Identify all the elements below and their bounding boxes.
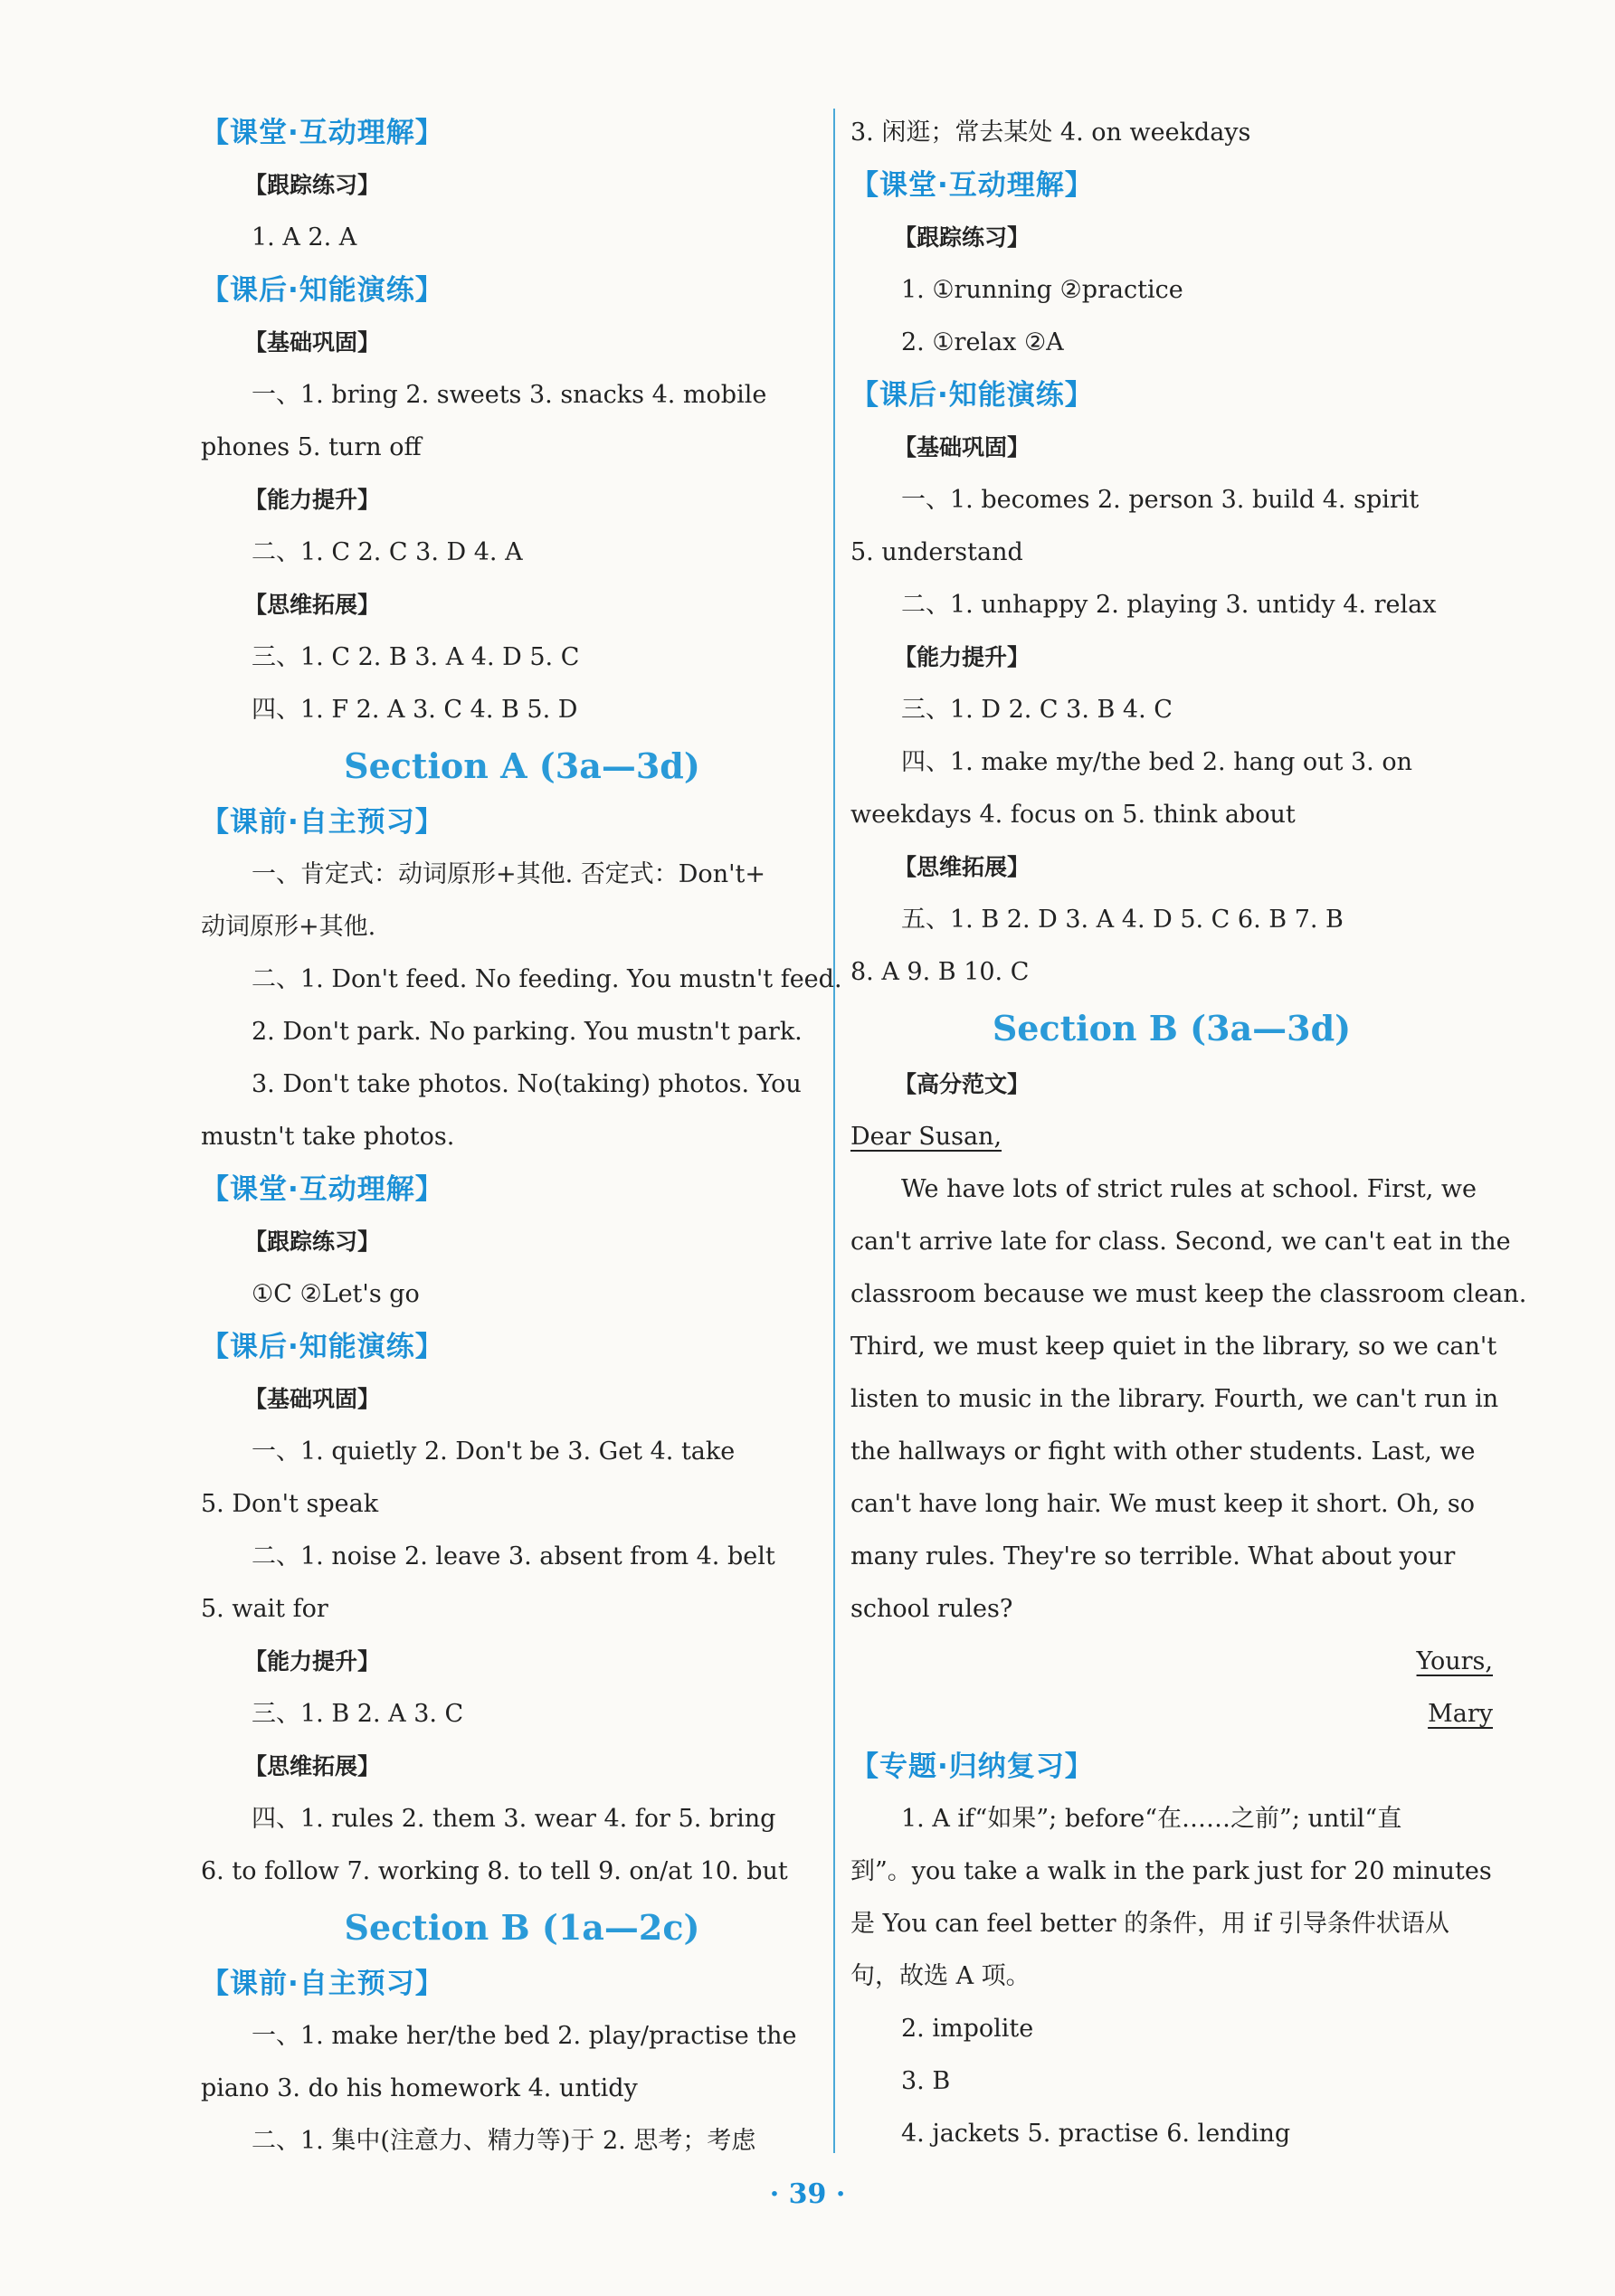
answer-line: 2. ①relax ②A	[901, 328, 1064, 356]
essay-line: Third, we must keep quiet in the library, so we can't	[850, 1333, 1497, 1361]
left-column	[201, 107, 843, 2168]
subheading-model-essay: 【高分范文】	[894, 1071, 1031, 1097]
subheading-ability: 【能力提升】	[244, 1648, 381, 1675]
answer-line: 3. Don't take photos. No(taking) photos. You	[252, 1070, 802, 1098]
subheading-thinking: 【思维拓展】	[244, 1753, 381, 1779]
answer-line: 二、1. 集中(注意力、精力等)于 2. 思考；考虑	[252, 2127, 756, 2155]
answer-line: 一、1. quietly 2. Don't be 3. Get 4. take	[252, 1437, 736, 1466]
answer-line: 四、1. F 2. A 3. C 4. B 5. D	[252, 696, 578, 724]
essay-line: can't arrive late for class. Second, we can't eat in the	[850, 1228, 1511, 1256]
answer-line: 1. ①running ②practice	[901, 276, 1183, 304]
answer-line: 4. jackets 5. practise 6. lending	[901, 2120, 1291, 2148]
heading-classroom: 【课堂·互动理解】	[201, 1173, 444, 1206]
answer-line: piano 3. do his homework 4. untidy	[201, 2074, 638, 2102]
heading-topic-review: 【专题·归纳复习】	[850, 1750, 1094, 1783]
answer-line: 一、1. bring 2. sweets 3. snacks 4. mobile	[252, 381, 767, 409]
heading-classroom: 【课堂·互动理解】	[850, 169, 1094, 202]
subheading-thinking: 【思维拓展】	[894, 854, 1031, 880]
answer-line: phones 5. turn off	[201, 433, 422, 461]
essay-closing: Yours,	[1416, 1647, 1493, 1675]
answer-line: 6. to follow 7. working 8. to tell 9. on/at 10. but	[201, 1857, 788, 1885]
answer-line: 是 You can feel better 的条件，用 if 引导条件状语从	[850, 1910, 1449, 1938]
subheading-track: 【跟踪练习】	[244, 172, 381, 198]
answer-line: 二、1. unhappy 2. playing 3. untidy 4. relax	[901, 591, 1437, 619]
answer-line: 一、1. make her/the bed 2. play/practise the	[252, 2022, 797, 2050]
subheading-track: 【跟踪练习】	[244, 1229, 381, 1255]
essay-line: can't have long hair. We must keep it short. Oh, so	[850, 1490, 1476, 1518]
answer-line: 一、1. becomes 2. person 3. build 4. spirit	[901, 486, 1420, 514]
answer-line: 5. Don't speak	[201, 1490, 379, 1518]
answer-line: 到”。you take a walk in the park just for 20 minutes	[850, 1857, 1492, 1885]
essay-signature: Mary	[1428, 1700, 1493, 1728]
heading-after-class: 【课后·知能演练】	[850, 379, 1094, 412]
answer-line: 三、1. D 2. C 3. B 4. C	[901, 696, 1173, 724]
essay-line: We have lots of strict rules at school. First, we	[901, 1175, 1477, 1203]
essay-greeting: Dear Susan,	[850, 1123, 1002, 1151]
answer-line: 二、1. C 2. C 3. D 4. A	[252, 538, 523, 566]
subheading-track: 【跟踪练习】	[894, 224, 1031, 251]
answer-line: mustn't take photos.	[201, 1123, 455, 1151]
essay-line: classroom because we must keep the classroom clean.	[850, 1280, 1527, 1308]
subheading-ability: 【能力提升】	[894, 644, 1031, 670]
subheading-thinking: 【思维拓展】	[244, 592, 381, 618]
heading-before-class: 【课前·自主预习】	[201, 1968, 444, 2000]
answer-line: 3. 闲逛；常去某处 4. on weekdays	[850, 119, 1251, 147]
answer-line: weekdays 4. focus on 5. think about	[850, 801, 1296, 829]
answer-line: 四、1. rules 2. them 3. wear 4. for 5. bring	[252, 1805, 776, 1833]
page-number: · 39 ·	[769, 2178, 846, 2210]
answer-line: 5. understand	[850, 538, 1023, 566]
answer-line: 1. A if“如果”; before“在……之前”; until“直	[901, 1805, 1402, 1833]
subheading-ability: 【能力提升】	[244, 487, 381, 513]
heading-before-class: 【课前·自主预习】	[201, 806, 444, 839]
answer-line: 三、1. C 2. B 3. A 4. D 5. C	[252, 643, 580, 671]
answer-line: ①C ②Let's go	[252, 1280, 420, 1308]
section-title: Section B (3a—3d)	[992, 1008, 1352, 1048]
essay-line: listen to music in the library. Fourth, we can't run in	[850, 1385, 1499, 1413]
answer-line: 2. Don't park. No parking. You mustn't park.	[252, 1018, 803, 1046]
heading-after-class: 【课后·知能演练】	[201, 1331, 444, 1363]
essay-line: many rules. They're so terrible. What about your	[850, 1542, 1456, 1570]
answer-line: 五、1. B 2. D 3. A 4. D 5. C 6. B 7. B	[901, 906, 1344, 934]
answer-line: 一、肯定式：动词原形+其他. 否定式：Don't+	[252, 860, 765, 888]
answer-line: 5. wait for	[201, 1595, 328, 1623]
answer-line: 句，故选 A 项。	[850, 1962, 1031, 1990]
answer-line: 1. A 2. A	[252, 223, 357, 251]
answer-line: 二、1. noise 2. leave 3. absent from 4. belt	[252, 1542, 775, 1570]
answer-line: 8. A 9. B 10. C	[850, 958, 1030, 986]
subheading-basic: 【基础巩固】	[244, 1386, 381, 1412]
right-column	[850, 107, 1527, 2160]
essay-line: school rules?	[850, 1595, 1013, 1623]
subheading-basic: 【基础巩固】	[244, 329, 381, 356]
section-title: Section B (1a—2c)	[344, 1907, 700, 1948]
answer-line: 二、1. Don't feed. No feeding. You mustn't feed.	[252, 965, 842, 993]
section-title: Section A (3a—3d)	[344, 745, 700, 786]
answer-line: 四、1. make my/the bed 2. hang out 3. on	[901, 748, 1412, 776]
subheading-basic: 【基础巩固】	[894, 434, 1031, 460]
answer-line: 三、1. B 2. A 3. C	[252, 1700, 464, 1728]
answer-line: 3. B	[901, 2067, 951, 2095]
answer-line: 2. impolite	[901, 2015, 1034, 2043]
answer-line: 动词原形+其他.	[201, 913, 376, 941]
heading-classroom: 【课堂·互动理解】	[201, 117, 444, 149]
essay-line: the hallways or fight with other students. Last, we	[850, 1437, 1476, 1466]
heading-after-class: 【课后·知能演练】	[201, 274, 444, 307]
